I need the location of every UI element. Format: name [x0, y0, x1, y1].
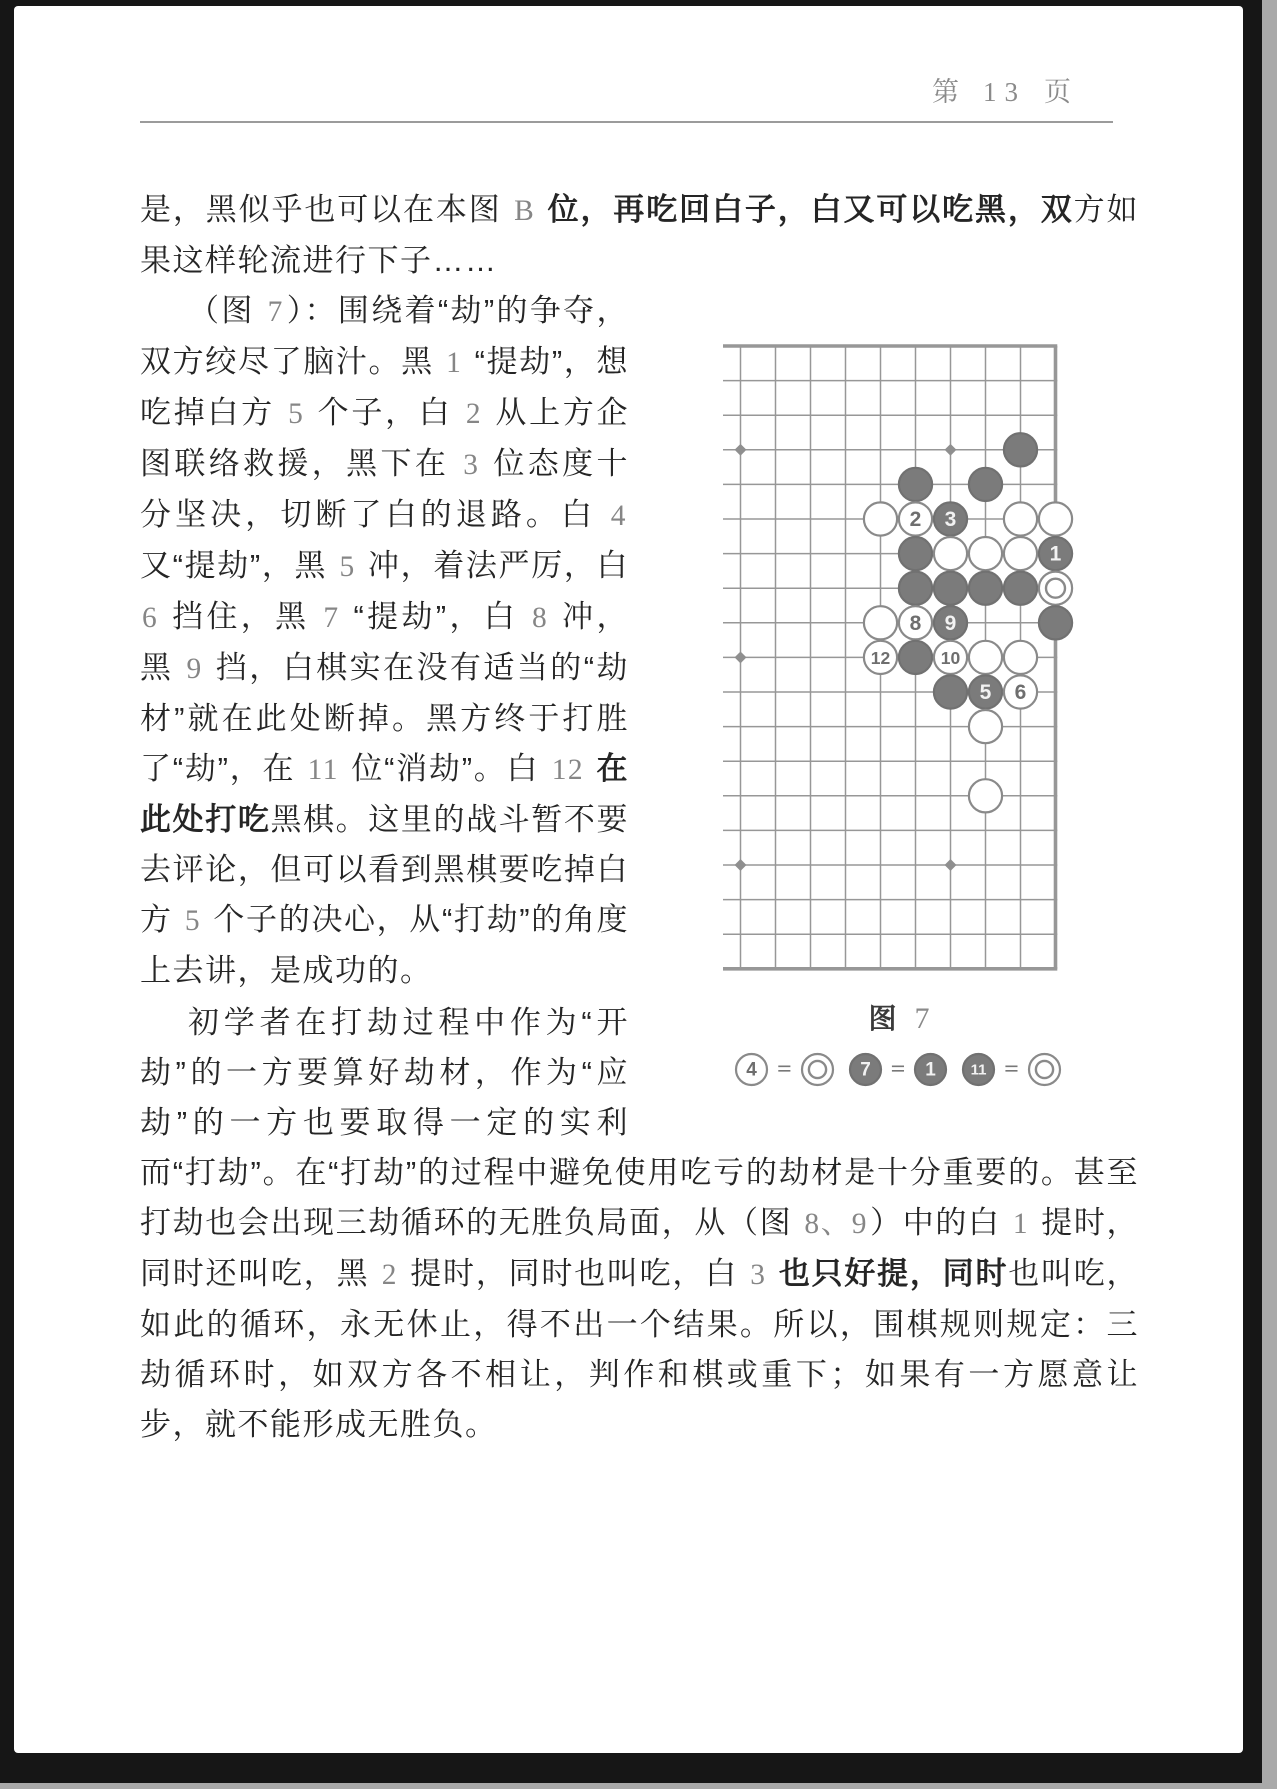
stone-move-number: 3	[944, 508, 957, 531]
text-run: 冲，黑	[140, 599, 630, 685]
inline-move-number: 3	[463, 449, 480, 481]
white-stone	[969, 710, 1002, 743]
white-stone	[1029, 1054, 1060, 1085]
white-stone	[969, 641, 1002, 674]
white-stone	[1004, 641, 1037, 674]
inline-move-number: 2	[381, 1259, 398, 1291]
text-run: 冲，着法严厉，白	[357, 548, 629, 583]
text-run: “提劫”，白	[341, 599, 531, 634]
stone-equivalence	[847, 1051, 950, 1088]
equivalence-left-stone	[847, 1051, 884, 1088]
inline-move-number: 12	[551, 754, 585, 786]
white-stone	[934, 537, 967, 570]
white-stone	[1004, 537, 1037, 570]
star-point	[945, 444, 957, 456]
stone-move-number: 2	[909, 508, 922, 531]
equivalence-left-stone	[733, 1051, 770, 1088]
white-stone	[1039, 572, 1072, 605]
equivalence-right-stone	[912, 1051, 949, 1088]
inline-move-number: 11	[307, 754, 339, 786]
star-point	[735, 859, 747, 871]
text-run: 提时，同时也叫吃，白	[399, 1256, 749, 1291]
header-rule	[140, 121, 1113, 123]
text-run: 位“消劫”。白	[340, 751, 550, 786]
book-page	[14, 6, 1243, 1753]
inline-move-number: B	[514, 195, 536, 227]
inline-move-number: 7	[323, 602, 340, 634]
star-point	[735, 651, 747, 663]
text-run: 黑棋。这里的战斗暂不要去评论，但可以看到黑棋要吃掉白方	[140, 802, 630, 937]
inline-move-number: 5	[184, 905, 202, 937]
text-run: 又“提劫”，黑	[140, 548, 338, 583]
stone-move-number: 8	[909, 611, 922, 635]
inline-move-number: 8	[532, 602, 549, 634]
text-run: （图	[188, 293, 266, 328]
text-run: 位，再吃回白子，白又可以吃黑，双	[537, 192, 1074, 227]
black-stone	[899, 641, 932, 674]
text-run: 方如果这样轮流进行下子……	[140, 192, 1139, 278]
inline-move-number: 1	[1012, 1208, 1030, 1240]
go-board	[723, 342, 1075, 973]
equals-sign: =	[1004, 1055, 1019, 1082]
stone-move-number: 11	[970, 1061, 987, 1078]
stone-move-number: 5	[979, 681, 992, 704]
star-point	[735, 444, 747, 456]
scan-edge-bottom	[0, 1783, 1277, 1789]
white-stone	[1039, 502, 1072, 535]
black-stone	[899, 572, 932, 605]
black-stone	[1004, 572, 1037, 605]
black-stone	[1039, 606, 1072, 639]
text-run: “提劫”，想吃掉白方	[140, 344, 629, 430]
stone-move-number: 10	[940, 647, 961, 668]
figure-caption-label: 图	[868, 1003, 899, 1034]
text-run: 也叫吃，如此的循环，永无休止，得不出一个结果。所以，围棋规则规定：三劫循环时，如双方各不相让，判作和棋或重下；如果有一方愿意让步，就不能形成无胜负。	[140, 1256, 1139, 1442]
figure-caption	[723, 999, 1075, 1039]
inline-move-number: 5	[339, 551, 356, 583]
black-stone	[969, 572, 1002, 605]
stone-move-number: 7	[859, 1059, 871, 1080]
stone-move-number: 1	[925, 1059, 937, 1080]
inline-move-number: 6	[142, 602, 159, 634]
go-diagram-figure	[629, 342, 1139, 1089]
text-run: ）：围绕着“劫”的争夺，双方绞尽了脑汁。黑	[140, 293, 629, 379]
white-stone	[864, 502, 897, 535]
inline-move-number: 4	[610, 500, 627, 532]
scan-edge-right	[1262, 0, 1277, 1789]
text-run: 个子的决心，从“打劫”的角度上去讲，是成功的。	[140, 902, 629, 988]
white-stone	[969, 537, 1002, 570]
black-stone	[934, 675, 967, 708]
stone-move-number: 4	[746, 1059, 757, 1080]
black-stone	[899, 537, 932, 570]
stone-move-number: 9	[944, 611, 957, 635]
equals-sign: =	[777, 1055, 792, 1082]
text-run: 是，黑似乎也可以在本图	[140, 192, 513, 227]
text-run	[586, 751, 596, 786]
black-stone	[969, 468, 1002, 501]
white-stone	[802, 1054, 833, 1085]
black-stone	[899, 468, 932, 501]
text-run: ）中的白	[870, 1205, 1011, 1240]
text-run: 位态度十分坚决，切断了白的退路。白	[140, 446, 629, 532]
inline-move-number: 1	[446, 347, 463, 379]
inline-move-number: 9	[186, 653, 203, 685]
stone-move-number: 1	[1049, 542, 1062, 566]
article-body	[140, 185, 1139, 1450]
text-run: 在此处打吃	[140, 751, 629, 837]
figure-caption-number: 7	[914, 1002, 930, 1035]
inline-move-number: 5	[288, 398, 305, 430]
page-number-prefix: 第	[932, 77, 961, 107]
stone-move-number: 6	[1014, 681, 1027, 704]
text-run: 挡，白棋实在没有适当的“劫材”就在此处断掉。黑方终于打胜了“劫”，在	[140, 650, 629, 786]
page-number-suffix: 页	[1044, 77, 1073, 107]
paragraph	[140, 185, 1139, 286]
text-run: 从上方企图联络救援，黑下在	[140, 395, 629, 481]
page-header	[140, 75, 1139, 109]
stone-move-number: 12	[870, 647, 891, 668]
equivalence-left-stone	[960, 1051, 997, 1088]
page-number: 13	[983, 77, 1026, 107]
stone-equivalence	[960, 1051, 1063, 1088]
white-stone	[864, 606, 897, 639]
star-point	[945, 859, 957, 871]
inline-move-number: 8、9	[804, 1208, 869, 1240]
text-run: 也只好提，同时	[778, 1256, 1009, 1291]
text-run	[769, 1256, 779, 1291]
equivalence-right-stone	[799, 1051, 836, 1088]
stone-equivalence	[733, 1051, 836, 1088]
inline-move-number: 3	[750, 1259, 767, 1291]
inline-move-number: 7	[267, 296, 284, 328]
inline-move-number: 2	[465, 398, 483, 430]
text-run: 初学者在打劫过程中作为“开劫”的一方要算好劫材，作为“应劫”的一方也要取得一定的实利而“打劫”。在“打劫”的过程中避免使用吃亏的劫材是十分重要的。甚至打劫也会出现三劫循环的无胜负局面，从（图	[140, 1005, 1139, 1240]
equivalence-right-stone	[1026, 1051, 1063, 1088]
white-stone	[1004, 502, 1037, 535]
text-run: 个子，白	[306, 395, 464, 430]
text-run: 提时，同时还叫吃，黑	[140, 1205, 1139, 1291]
equals-sign: =	[890, 1055, 906, 1082]
black-stone	[1004, 433, 1037, 466]
white-stone	[969, 779, 1002, 812]
text-run: 挡住，黑	[160, 599, 322, 634]
black-stone	[934, 572, 967, 605]
stone-equivalence-row	[733, 1049, 1063, 1089]
